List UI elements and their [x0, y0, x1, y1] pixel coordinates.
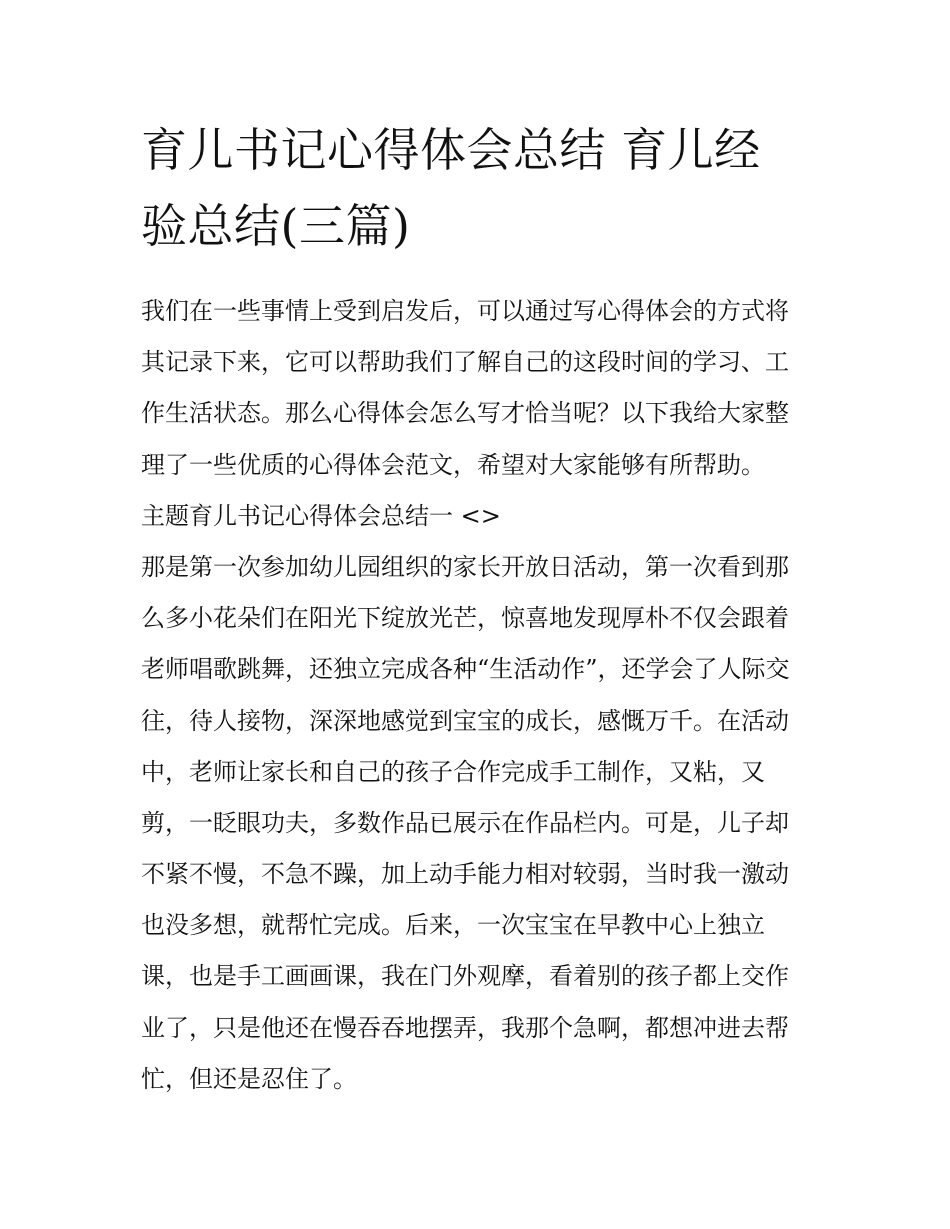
- section-line: 老师唱歌跳舞，还独立完成各种“生活动作”，还学会了人际交: [141, 655, 790, 684]
- section-heading: 主题育儿书记心得体会总结一 <>: [141, 501, 501, 530]
- section-line: 课，也是手工画画课，我在门外观摩，看着别的孩子都上交作: [141, 962, 789, 991]
- section-line: 业了，只是他还在慢吞吞地摆弄，我那个急啊，都想冲进去帮: [141, 1013, 789, 1042]
- intro-line: 作生活状态。那么心得体会怎么写才恰当呢？以下我给大家整: [141, 399, 789, 428]
- section-line: 往，待人接物，深深地感觉到宝宝的成长，感慨万千。在活动: [141, 706, 789, 735]
- intro-line: 理了一些优质的心得体会范文，希望对大家能够有所帮助。: [141, 450, 765, 479]
- section-paragraph: [141, 542, 813, 1105]
- intro-paragraph: [141, 286, 813, 491]
- section-line: 么多小花朵们在阳光下绽放光芒，惊喜地发现厚朴不仅会跟着: [141, 604, 789, 633]
- intro-line: 其记录下来，它可以帮助我们了解自己的这段时间的学习、工: [141, 348, 789, 377]
- document-content: [141, 112, 813, 1105]
- intro-line: 我们在一些事情上受到启发后，可以通过写心得体会的方式将: [141, 297, 789, 325]
- document-body: [141, 286, 813, 1105]
- section-line: 不紧不慢，不急不躁，加上动手能力相对较弱，当时我一激动: [141, 860, 789, 889]
- title-line-2: 验总结(三篇): [141, 199, 411, 253]
- section-line: 也没多想，就帮忙完成。后来，一次宝宝在早教中心上独立: [141, 911, 765, 940]
- title-line-1: 育儿书记心得体会总结 育儿经: [141, 123, 761, 177]
- section-line: 那是第一次参加幼儿园组织的家长开放日活动，第一次看到那: [141, 552, 789, 581]
- document-title: [141, 112, 813, 264]
- section-line: 中，老师让家长和自己的孩子合作完成手工制作，又粘，又: [141, 757, 765, 786]
- section-line: 剪，一眨眼功夫，多数作品已展示在作品栏内。可是，儿子却: [141, 808, 789, 837]
- section-line: 忙，但还是忍住了。: [141, 1064, 357, 1093]
